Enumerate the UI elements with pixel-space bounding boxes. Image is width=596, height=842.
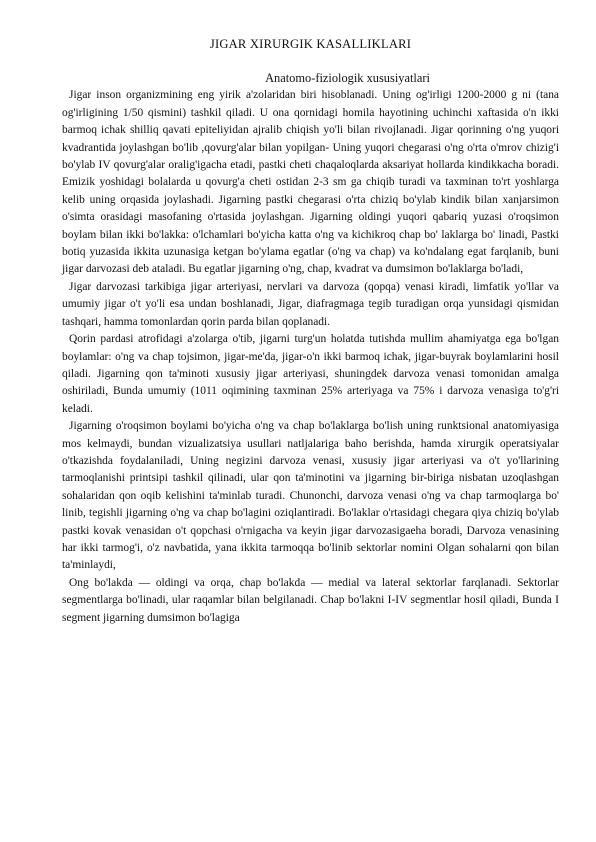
- paragraph-3: Qorin pardasi atrofidagi a'zolarga o'tib, jigarni turg'un holatda tutishda mullim ahamiyatga ega bo'lgan boylamlar: o'ng va chap tojsimon, jigar-me'da, jigar-o'n ikki barmoq ichak, jigar-buyrak boylamlarini hosil qiladi. Jigarning qon ta'minoti xususiy jigar arteriyasi, shuningdek darvoza venasi tomonidan amalga oshiriladi, Bunda umumiy (1011 oqimining taxminan 25% arteriyaga va 75% i darvoza venasiga to'g'ri keladi.: [62, 333, 559, 415]
- paragraph-4: Jigarning o'roqsimon boylami bo'yicha o'ng va chap bo'laklarga bo'lish uning runktsional anatomiyasiga mos kelmaydi, bundan vizualizatsiya usullari natljalariga baho berishda, hamda xirurgik operatsiyalar o'tkazishda foydalaniladi, Uning negizini darvoza venasi, xususiy jigar arteriyasi va o't yo'llarining tarmoqlanishi printsipi tashkil qilinadi, ular qon ta'minotini va jigarning bir-biriga nisbatan uzoqlashgan sohalaridan qon oqib kelishini ta'minlab turadi. Chunonchi, darvoza venasi o'ng va chap tarmoqlarga bo' linib, tegishli jigarning o'ng va chap bo'lagini oziqlantiradi. Bo'laklar o'rtasidagi chegara qiya chiziq bo'ylab pastki kovak venasidan o't qopchasi o'rnigacha va keyin jigar darvozasigaeha boradi, Darvoza venasining har ikki tarmog'i, o'z navbatida, yana ikkita tarmoqqa bo'linib sektorlar nomini Olgan sohalarni qon bilan ta'minlaydi,: [62, 420, 559, 572]
- paragraph-2: Jigar darvozasi tarkibiga jigar arteriyasi, nervlari va darvoza (qopqa) venasi kiradi, limfatik yo'llar va umumiy jigar o't yo'li esa undan boshlanadi, Jigar, diafragmaga tegib turadigan orqa yunsidagi qismidan tashqari, hamma tomonlardan qorin parda bilan qoplanadi.: [62, 280, 559, 328]
- paragraph-1: Jigar inson organizmining eng yirik a'zolaridan biri hisoblanadi. Uning og'irligi 1200-2000 g ni (tana og'irligining 1/50 qismini) tashkil qiladi. U ona qornidagi homila hayotining uchinchi xaftasida o'n ikki barmoq ichak shilliq qavati epiteliyidan ajralib chiqish yo'li bilan rivojlanadi. Jigar qorinning o'ng yuqori kvadrantida joylashgan bo'lib ,qovurg'alar bilan yopilgan- Uning yuqori chegarasi o'ng o'rta o'mrov chizig'i bo'ylab IV qovurg'alar oralig'igacha etadi, pastki cheti chaqaloqlarda aksariyat hollarda kindikkacha boradi. Emizik yoshidagi bolalarda u qovurg'a cheti ostidan 2-3 sm ga chiqib turadi va taxminan to'rt yoshlarga kelib uning orqasida joylashadi. Jigarning pastki chegarasi o'rta chiziq bo'ylab kindik bilan xanjarsimon o'simta orasidagi masofaning o'rtasida joylashgan. Jigarning oldingi yuqori qabariq yuzasi o'roqsimon boylam bilan ikki bo'lakka: o'lchamlari bo'yicha katta o'ng va kichikroq chap bo' laklarga bo' linadi, Pastki botiq yuzasida ikkita uzunasiga ketgan bo'ylama egatlar (o'ng va chap) va ko'ndalang egat farqlanib, buni jigar darvozasi deb ataladi. Bu egatlar jigarning o'ng, chap, kvadrat va dumsimon bo'laklarga bo'ladi,: [62, 89, 559, 276]
- document-page: [62, 36, 559, 627]
- section-subtitle: Anatomo-fiziologik xususiyatlari: [265, 71, 430, 85]
- document-title: JIGAR XIRURGIK KASALLIKLARI: [209, 37, 412, 51]
- paragraph-5: Ong bo'lakda — oldingi va orqa, chap bo'lakda — medial va lateral sektorlar farqlanadi. Sektorlar segmentlarga bo'linadi, ular raqamlar bilan belgilanadi. Chap bo'lakni I-IV segmentlar hosil qiladi, Bunda I segment jigarning dumsimon bo'lagiga: [62, 576, 559, 624]
